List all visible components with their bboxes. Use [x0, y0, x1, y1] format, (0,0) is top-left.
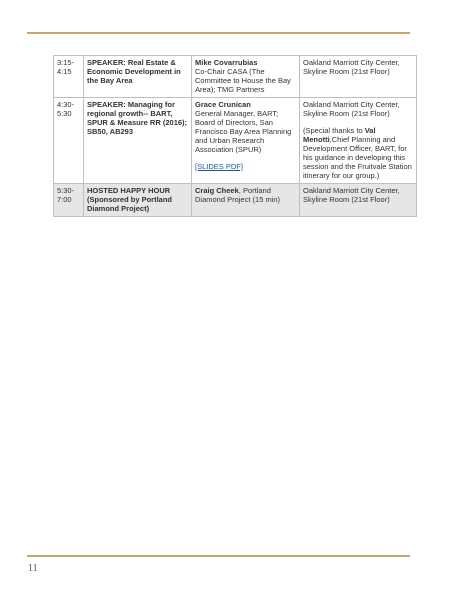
table-row: [54, 184, 417, 217]
speaker-role: , Portland Diamond Project (15 min): [195, 186, 281, 204]
location-cell: Oakland Marriott City Center, Skyline Room (21st Floor): [300, 56, 417, 98]
session-title-cell: HOSTED HAPPY HOUR (Sponsored by Portland Diamond Project): [84, 184, 192, 217]
table-row: [54, 56, 417, 98]
speaker-cell: [192, 184, 300, 217]
footer-rule: [27, 555, 410, 557]
session-title-cell: SPEAKER: Real Estate & Economic Development in the Bay Area: [84, 56, 192, 98]
speaker-name: Mike Covarrubias: [195, 58, 258, 67]
speaker-cell: [192, 56, 300, 98]
agenda-table: [53, 55, 417, 217]
thanks-name: Val Menotti: [303, 126, 376, 144]
page-number: 11: [28, 563, 38, 574]
thanks-suffix: ,Chief Planning and Development Officer, BART, for his guidance in developing this session and the Fruitvale Station itinerary for our group.): [303, 135, 412, 180]
location-cell: [300, 98, 417, 184]
time-cell: 4:30-5:30: [54, 98, 84, 184]
location-text: Oakland Marriott City Center, Skyline Room (21st Floor): [303, 100, 400, 118]
time-cell: 3:15-4:15: [54, 56, 84, 98]
time-cell: 5:30-7:00: [54, 184, 84, 217]
speaker-cell: [192, 98, 300, 184]
speaker-name: Grace Crunican: [195, 100, 251, 109]
table-row: [54, 98, 417, 184]
session-title-cell: SPEAKER: Managing for regional growth-- BART, SPUR & Measure RR (2016); SB50, AB293: [84, 98, 192, 184]
special-thanks-note: [303, 126, 413, 180]
speaker-role: Co-Chair CASA (The Committee to House the Bay Area); TMG Partners: [195, 67, 291, 94]
header-rule: [27, 32, 410, 34]
slides-pdf-link[interactable]: [SLIDES PDF]: [195, 162, 243, 171]
speaker-role: General Manager, BART; Board of Directors, San Francisco Bay Area Planning and Urban Research Association (SPUR): [195, 109, 292, 154]
speaker-name: Craig Cheek: [195, 186, 239, 195]
thanks-prefix: (Special thanks to: [303, 126, 365, 135]
location-cell: Oakland Marriott City Center, Skyline Room (21st Floor): [300, 184, 417, 217]
